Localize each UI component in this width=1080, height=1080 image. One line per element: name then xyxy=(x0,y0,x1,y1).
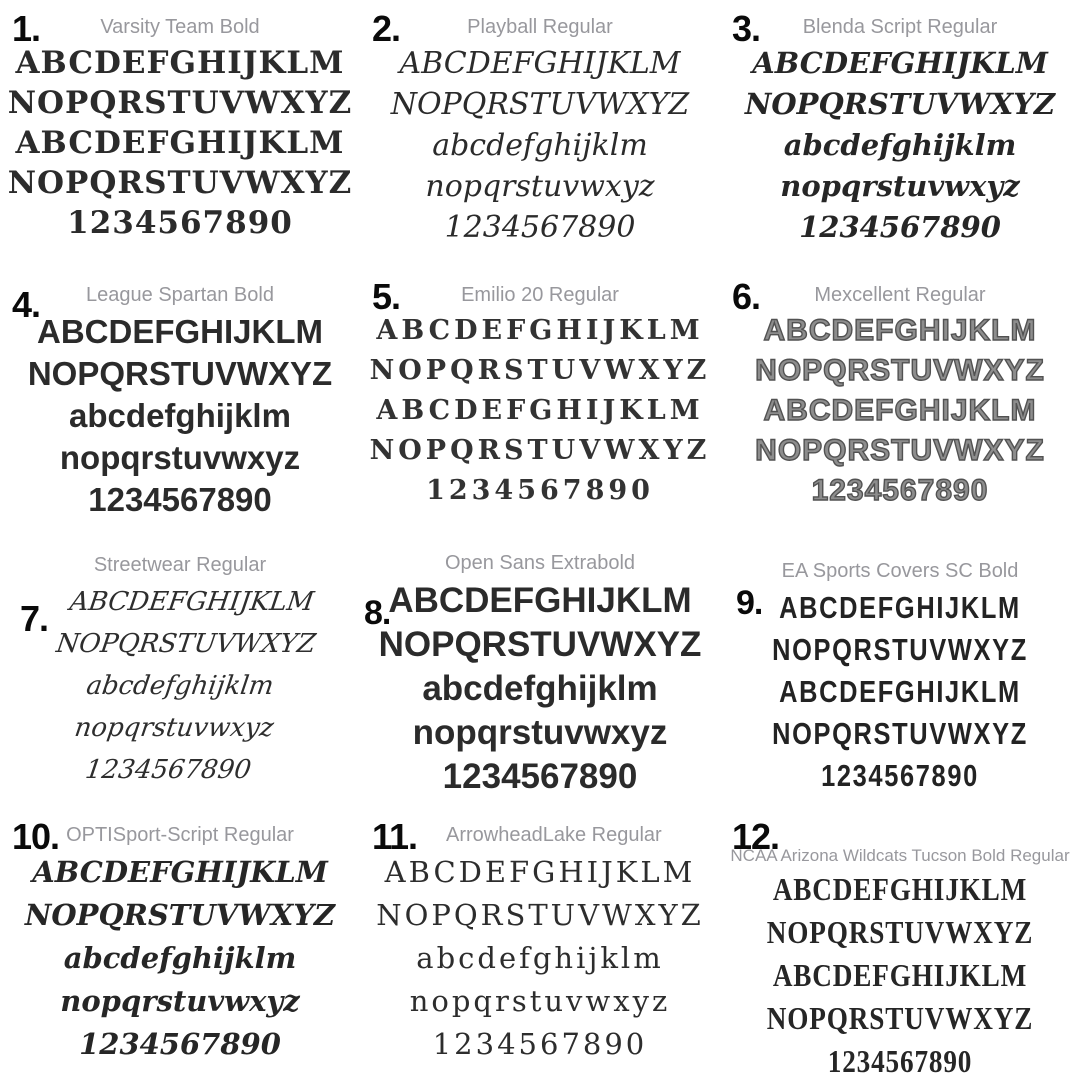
sample-line: NOPQRSTUVWXYZ xyxy=(744,87,1056,121)
specimen-blenda-script-regular xyxy=(720,0,1080,268)
sample-lines xyxy=(360,851,720,1066)
font-name-label: Varsity Team Bold xyxy=(100,16,260,38)
sample-line: abcdefghijklm xyxy=(432,128,648,163)
sample-lines xyxy=(360,311,720,511)
font-name-label: ArrowheadLake Regular xyxy=(446,824,662,846)
sample-line: ABCDEFGHIJKLM xyxy=(763,314,1037,347)
sample-line: ABCDEFGHIJKLM xyxy=(384,855,696,889)
specimen-number: 7. xyxy=(20,598,49,639)
sample-line: 1234567890 xyxy=(67,205,293,241)
sample-line: 1234567890 xyxy=(799,210,1001,244)
sample-line: ABCDEFGHIJKLM xyxy=(772,957,1028,993)
specimen-number: 5. xyxy=(372,276,401,317)
sample-line: 1234567890 xyxy=(811,474,989,507)
specimen-number: 12. xyxy=(732,816,780,857)
specimen-ncaa-arizona-wildcats-tucson-bold xyxy=(720,808,1080,1080)
specimen-number: 2. xyxy=(372,8,401,49)
sample-line: 1234567890 xyxy=(442,757,638,796)
sample-lines xyxy=(360,579,720,799)
sample-line: abcdefghijklm xyxy=(422,669,658,708)
sample-line: abcdefghijklm xyxy=(783,128,1017,162)
sample-lines xyxy=(752,587,1047,797)
sample-line: ABCDEFGHIJKLM xyxy=(779,590,1021,625)
specimen-open-sans-extrabold xyxy=(360,536,720,808)
font-name-label: League Spartan Bold xyxy=(86,284,274,306)
sample-lines xyxy=(720,43,1080,248)
specimen-arrowheadlake-regular xyxy=(360,808,720,1080)
sample-line: 1234567890 xyxy=(426,475,654,506)
font-name-label: EA Sports Covers SC Bold xyxy=(781,560,1019,582)
specimen-number: 4. xyxy=(12,284,41,325)
sample-line: ABCDEFGHIJKLM xyxy=(763,394,1037,427)
sample-line: ABCDEFGHIJKLM xyxy=(37,313,323,350)
sample-line: ABCDEFGHIJKLM xyxy=(376,315,704,346)
sample-line: NOPQRSTUVWXYZ xyxy=(54,629,318,659)
sample-line: abcdefghijklm xyxy=(84,671,276,701)
sample-lines xyxy=(360,43,720,248)
sample-line: NOPQRSTUVWXYZ xyxy=(378,625,702,664)
sample-line: ABCDEFGHIJKLM xyxy=(32,855,328,889)
sample-line: ABCDEFGHIJKLM xyxy=(772,871,1028,907)
sample-line: NOPQRSTUVWXYZ xyxy=(755,434,1045,467)
sample-lines xyxy=(747,868,1053,1080)
sample-line: 1234567890 xyxy=(79,1027,281,1061)
sample-line: ABCDEFGHIJKLM xyxy=(388,581,692,620)
specimen-varsity-team-bold xyxy=(0,0,360,268)
specimen-emilio-20-regular xyxy=(360,268,720,536)
sample-lines xyxy=(0,851,360,1066)
sample-line: 1234567890 xyxy=(444,210,636,245)
sample-line: nopqrstuvwxyz xyxy=(60,984,300,1018)
sample-line: nopqrstuvwxyz xyxy=(780,169,1020,203)
sample-line: NOPQRSTUVWXYZ xyxy=(24,898,336,932)
sample-line: nopqrstuvwxyz xyxy=(72,713,276,743)
sample-line: abcdefghijklm xyxy=(63,941,297,975)
sample-line: 1234567890 xyxy=(83,755,254,785)
specimen-number: 1. xyxy=(12,8,41,49)
sample-line: nopqrstuvwxyz xyxy=(412,713,668,752)
sample-line: 1234567890 xyxy=(821,758,979,793)
sample-lines xyxy=(0,311,360,521)
specimen-number: 11. xyxy=(372,816,418,857)
specimen-mexcellent-regular xyxy=(720,268,1080,536)
sample-line: ABCDEFGHIJKLM xyxy=(779,674,1021,709)
specimen-number: 8. xyxy=(364,594,391,632)
sample-line: 1234567890 xyxy=(88,481,272,518)
sample-line: abcdefghijklm xyxy=(69,397,291,434)
specimen-playball-regular xyxy=(360,0,720,268)
font-name-label: OPTISport-Script Regular xyxy=(66,824,294,846)
sample-line: 1234567890 xyxy=(432,1027,648,1061)
font-name-label: NCAA Arizona Wildcats Tucson Bold Regular xyxy=(730,846,1070,865)
sample-lines xyxy=(0,43,360,243)
sample-line: ABCDEFGHIJKLM xyxy=(15,125,345,161)
sample-line: NOPQRSTUVWXYZ xyxy=(766,1000,1034,1036)
sample-line: abcdefghijklm xyxy=(416,941,664,975)
sample-line: 1234567890 xyxy=(827,1043,973,1079)
sample-line: NOPQRSTUVWXYZ xyxy=(772,632,1028,667)
sample-line: NOPQRSTUVWXYZ xyxy=(7,85,353,121)
specimen-number: 6. xyxy=(732,276,761,317)
sample-line: NOPQRSTUVWXYZ xyxy=(755,354,1045,387)
sample-line: nopqrstuvwxyz xyxy=(409,984,671,1018)
specimen-number: 9. xyxy=(736,584,763,622)
font-name-label: Mexcellent Regular xyxy=(814,284,986,306)
sample-line: NOPQRSTUVWXYZ xyxy=(7,165,353,201)
sample-line: nopqrstuvwxyz xyxy=(59,439,301,476)
specimen-number: 3. xyxy=(732,8,761,49)
sample-line: nopqrstuvwxyz xyxy=(425,169,655,204)
sample-line: NOPQRSTUVWXYZ xyxy=(772,716,1028,751)
specimen-league-spartan-bold xyxy=(0,268,360,536)
sample-line: ABCDEFGHIJKLM xyxy=(752,46,1048,80)
specimen-optisport-script-regular xyxy=(0,808,360,1080)
sample-line: NOPQRSTUVWXYZ xyxy=(766,914,1034,950)
sample-line: ABCDEFGHIJKLM xyxy=(376,395,704,426)
sample-line: ABCDEFGHIJKLM xyxy=(15,45,345,81)
sample-lines xyxy=(0,581,360,791)
sample-line: NOPQRSTUVWXYZ xyxy=(369,355,711,386)
sample-lines xyxy=(720,311,1080,511)
sample-line: ABCDEFGHIJKLM xyxy=(399,46,681,81)
font-name-label: Blenda Script Regular xyxy=(802,16,998,38)
sample-line: NOPQRSTUVWXYZ xyxy=(27,355,333,392)
font-name-label: Streetwear Regular xyxy=(93,554,267,576)
specimen-streetwear-regular xyxy=(0,536,360,808)
sample-line: NOPQRSTUVWXYZ xyxy=(390,87,690,122)
font-name-label: Open Sans Extrabold xyxy=(444,552,636,574)
font-name-label: Playball Regular xyxy=(467,16,613,38)
sample-line: NOPQRSTUVWXYZ xyxy=(376,898,704,932)
sample-line: NOPQRSTUVWXYZ xyxy=(369,435,711,466)
specimen-number: 10. xyxy=(12,816,60,857)
font-name-label: Emilio 20 Regular xyxy=(461,284,619,306)
sample-line: ABCDEFGHIJKLM xyxy=(67,587,316,617)
specimen-ea-sports-covers-sc-bold xyxy=(720,536,1080,808)
